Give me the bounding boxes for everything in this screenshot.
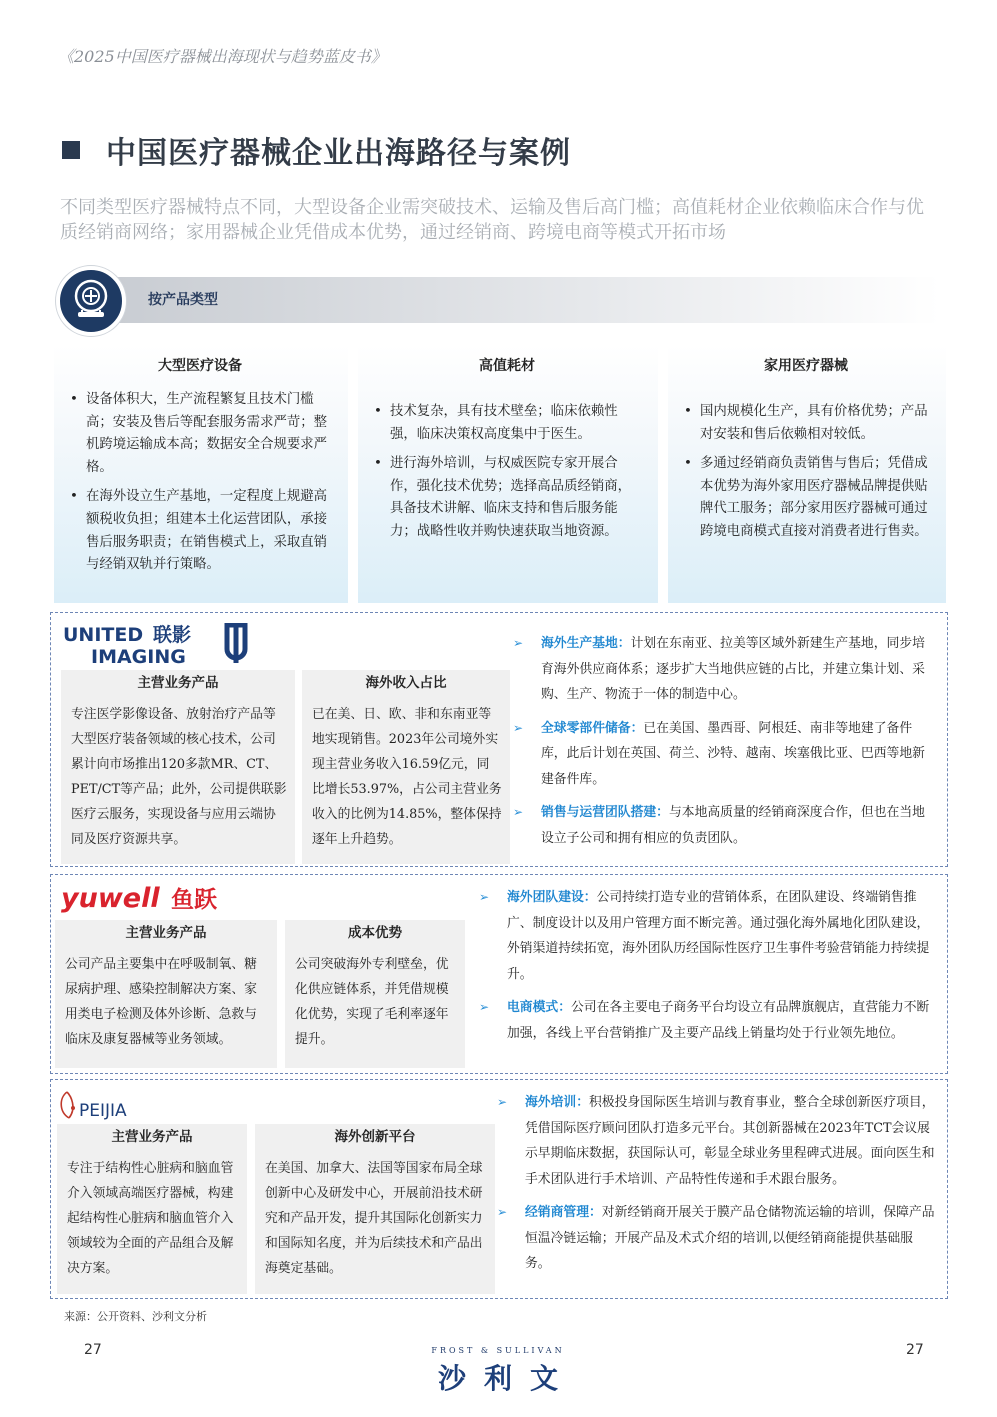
arrow-right-icon: ➢ — [479, 1000, 490, 1014]
type-bar-label: 按产品类型 — [148, 292, 218, 308]
panel-title: 主营业务产品 — [111, 1129, 193, 1145]
case-united-imaging — [50, 612, 948, 867]
panel-text: 已在美、日、欧、非和东南亚等地实现销售。2023年公司境外实现主营业务收入16.59亿元，同比增长53.97%，占公司主营业务收入的比例为14.85%，整体保持逐年上升趋势。 — [312, 707, 502, 847]
strategy-item — [479, 885, 933, 987]
category-bullet: • 技术复杂，具有技术壁垒；临床依赖性强，临床决策权高度集中于医生。 — [372, 401, 642, 446]
case-yuwell — [50, 874, 948, 1074]
strategy-text: 已在美国、墨西哥、阿根廷、南非等地建了备件库，此后计划在英国、荷兰、沙特、越南、埃塞俄比亚、巴西等地新建备件库。 — [541, 720, 925, 787]
panel-title: 主营业务产品 — [125, 925, 207, 941]
report-title: 《2025中国医疗器械出海现状与趋势蓝皮书》 — [58, 47, 387, 66]
strategy-item — [513, 800, 933, 851]
panel-title: 海外创新平台 — [334, 1129, 416, 1145]
strategy-key: 海外团队建设： — [507, 890, 597, 905]
panel-title: 海外收入占比 — [365, 675, 447, 691]
case-peijia — [50, 1079, 948, 1299]
yuwell-cost-advantage-panel — [285, 920, 465, 1068]
page-title: 中国医疗器械企业出海路径与案例 — [106, 136, 571, 171]
strategy-item — [497, 1200, 935, 1277]
united-imaging-logo — [61, 623, 261, 669]
strategy-key: 海外培训： — [525, 1095, 589, 1110]
strategy-key: 海外生产基地： — [541, 636, 631, 651]
yuwell-logo — [59, 881, 239, 919]
svg-text:联影: 联影 — [153, 624, 192, 646]
category-title: 家用医疗器械 — [764, 358, 848, 374]
arrow-right-icon: ➢ — [497, 1205, 508, 1219]
strategy-item — [513, 716, 933, 793]
panel-text: 公司突破海外专利壁垒，优化供应链体系，并凭借规模化优势，实现了毛利率逐年提升。 — [295, 957, 449, 1047]
medical-scanner-icon — [56, 266, 126, 336]
strategy-key: 电商模式： — [507, 1000, 571, 1015]
strategy-item — [513, 631, 933, 708]
yuwell-strategy-list — [479, 885, 933, 1054]
page-subtitle: 不同类型医疗器械特点不同，大型设备企业需突破技术、运输及售后高门槛；高值耗材企业依赖临床合作与优质经销商网络；家用器械企业凭借成本优势，通过经销商、跨境电商等模式开拓市场 — [60, 197, 924, 243]
category-bullet: • 多通过经销商负责销售与售后；凭借成本优势为海外家用医疗器械品牌提供贴牌代工服务；部分家用医疗器械可通过跨境电商模式直接对消费者进行售卖。 — [682, 453, 930, 543]
arrow-right-icon: ➢ — [513, 636, 524, 650]
strategy-text: 公司持续打造专业的营销体系，在团队建设、终端销售推广、制度设计以及用户管理方面不断完善。通过强化海外属地化团队建设，外销渠道持续拓宽，海外团队历经国际性医疗卫生事件考验营销能力持续提升。 — [507, 890, 930, 982]
svg-text:UNITED: UNITED — [63, 624, 144, 646]
strategy-item — [497, 1090, 935, 1192]
arrow-right-icon: ➢ — [479, 890, 490, 904]
page-number-right: 27 — [906, 1342, 924, 1358]
brand-chinese: 沙利文 — [437, 1362, 576, 1395]
category-home-devices — [668, 345, 946, 603]
united-overseas-revenue-panel — [302, 670, 510, 864]
strategy-item — [479, 995, 933, 1046]
strategy-text: 与本地高质量的经销商深度合作，但也在当地设立子公司和拥有相应的负责团队。 — [541, 805, 925, 846]
type-bar — [100, 277, 940, 323]
section-title — [62, 128, 571, 172]
svg-text:IMAGING: IMAGING — [91, 646, 186, 665]
category-bullet: • 设备体积大，生产流程繁复且技术门槛高；安装及售后等配套服务需求严苛；整机跨境运输成本高；数据安全合规要求严格。 — [68, 389, 332, 479]
panel-text: 在美国、加拿大、法国等国家布局全球创新中心及研发中心，开展前沿技术研究和产品开发，提升其国际化创新实力和国际知名度，并为后续技术和产品出海奠定基础。 — [265, 1161, 483, 1276]
strategy-text: 积极投身国际医生培训与教育事业，整合全球创新医疗项目，凭借国际医疗顾问团队打造多元平台。其创新器械在2023年TCT会议展示早期临床数据，获国际认可，彰显全球业务里程碑式进展。面向医生和手术团队进行手术培训、产品特性传递和手术跟台服务。 — [525, 1095, 935, 1187]
svg-text:yuwell: yuwell — [61, 883, 160, 914]
category-large-equipment — [54, 345, 348, 603]
arrow-right-icon: ➢ — [513, 805, 524, 819]
yuwell-main-business-panel — [55, 920, 277, 1068]
title-square-icon — [62, 141, 80, 159]
strategy-text: 公司在各主要电子商务平台均设立有品牌旗舰店，直营能力不断加强，各线上平台营销推广及主要产品线上销量均处于行业领先地位。 — [507, 1000, 930, 1041]
frost-sullivan-logo — [380, 1346, 616, 1397]
strategy-key: 销售与运营团队搭建： — [541, 805, 669, 820]
source-note: 来源：公开资料、沙利文分析 — [64, 1310, 207, 1323]
peijia-logo — [57, 1088, 157, 1128]
svg-text:鱼跃: 鱼跃 — [171, 887, 217, 913]
panel-text: 专注于结构性心脏病和脑血管介入领域高端医疗器械，构建起结构性心脏病和脑血管介入领域较为全面的产品组合及解决方案。 — [67, 1161, 234, 1276]
peijia-main-business-panel — [57, 1124, 247, 1294]
svg-text:PEIJIA: PEIJIA — [79, 1101, 127, 1121]
category-title: 大型医疗设备 — [158, 358, 242, 374]
category-title: 高值耗材 — [479, 358, 535, 374]
united-strategy-list — [513, 631, 933, 859]
arrow-right-icon: ➢ — [513, 720, 524, 735]
strategy-key: 经销商管理： — [525, 1205, 602, 1220]
category-high-value-consumables — [358, 345, 658, 603]
category-bullet: • 国内规模化生产，具有价格优势；产品对安装和售后依赖相对较低。 — [682, 401, 930, 446]
panel-text: 专注医学影像设备、放射治疗产品等大型医疗装备领域的核心技术，公司累计向市场推出120多款MR、CT、PET/CT等产品；此外，公司提供联影医疗云服务，实现设备与应用云端协同及医疗资源共享。 — [71, 707, 287, 847]
panel-title: 主营业务产品 — [137, 675, 219, 691]
strategy-text: 计划在东南亚、拉美等区域外新建生产基地，同步培育海外供应商体系；逐步扩大当地供应链的占比，并建立集计划、采购、生产、物流于一体的制造中心。 — [541, 636, 925, 702]
category-bullet: • 在海外设立生产基地，一定程度上规避高额税收负担；组建本土化运营团队，承接售后服务职责；在销售模式上，采取直销与经销双轨并行策略。 — [68, 486, 332, 576]
strategy-text: 对新经销商开展关于膜产品仓储物流运输的培训，保障产品恒温冷链运输；开展产品及术式介绍的培训,以便经销商能提供基础服务。 — [525, 1205, 935, 1271]
strategy-key: 全球零部件储备： — [541, 720, 644, 736]
united-main-business-panel — [61, 670, 295, 864]
arrow-right-icon: ➢ — [497, 1095, 508, 1109]
brand-english: FROST & SULLIVAN — [431, 1346, 565, 1355]
peijia-strategy-list — [497, 1090, 935, 1285]
panel-text: 公司产品主要集中在呼吸制氧、糖尿病护理、感染控制解决方案、家用类电子检测及体外诊断、急救与临床及康复器械等业务领域。 — [65, 957, 257, 1047]
category-bullet: • 进行海外培训，与权威医院专家开展合作，强化技术优势；选择高品质经销商，具备技术讲解、临床支持和售后服务能力；战略性收并购快速获取当地资源。 — [372, 453, 642, 543]
page-number-left: 27 — [84, 1342, 102, 1358]
panel-title: 成本优势 — [348, 925, 402, 941]
peijia-innovation-platform-panel — [255, 1124, 495, 1294]
